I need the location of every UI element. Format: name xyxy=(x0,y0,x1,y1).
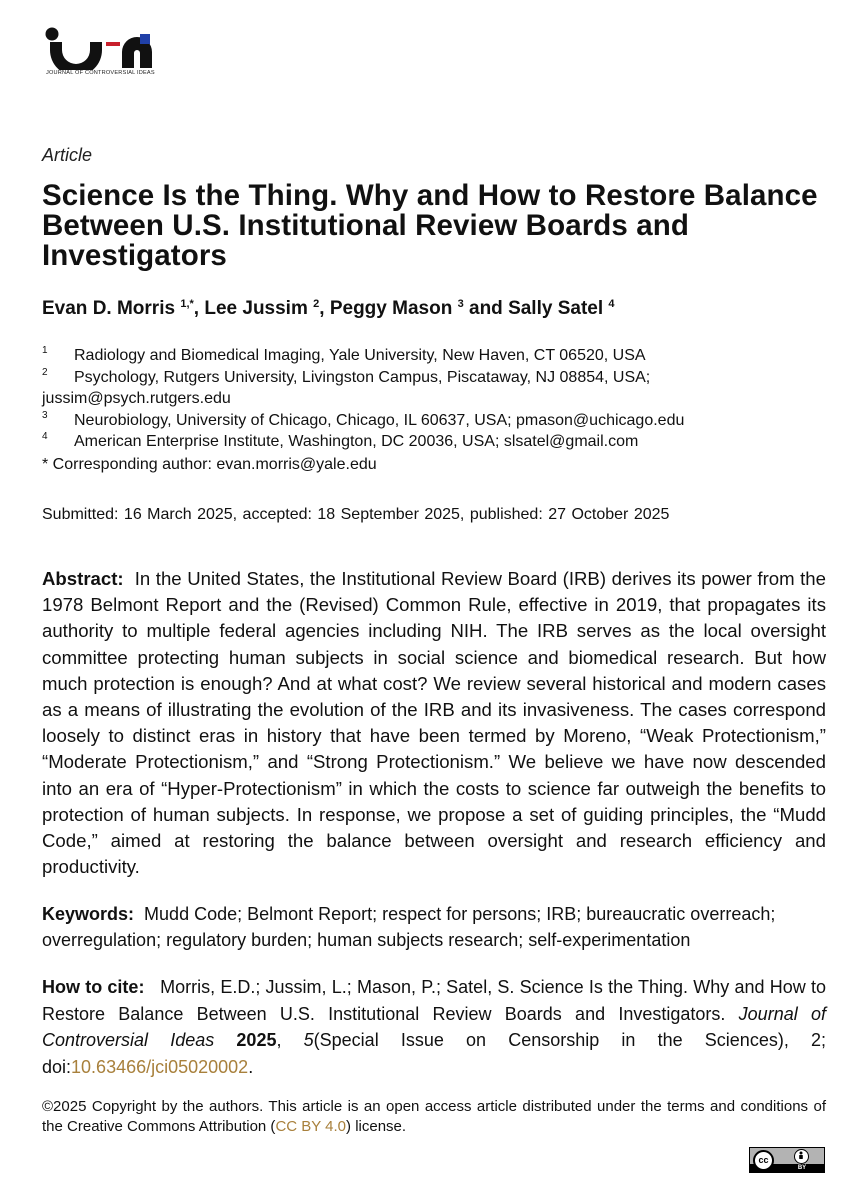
author-affiliation-mark: 1,* xyxy=(180,298,194,310)
affiliation-number: 3 xyxy=(42,409,48,421)
affiliation-item xyxy=(42,345,832,367)
copyright-notice: ©2025 Copyright by the authors. This article is an open access article distributed under the terms and conditions of the Creative Commons Attribution (CC BY 4.0) license. xyxy=(42,1098,826,1135)
affiliation-text: Psychology, Rutgers University, Livingston Campus, Piscataway, NJ 08854, USA; xyxy=(74,368,651,386)
attribution-person-icon xyxy=(794,1149,809,1164)
abstract-text: In the United States, the Institutional Review Board (IRB) derives its power from the 1978 Belmont Report and the (Revised) Common Rule, effective in 2019, that propagates its authority to multiple federal agencies including NIH. The IRB serves as the local oversight committee protecting human subjects in social science and biomedical research. But how much protection is enough? And at what cost? We review several historical and modern cases as a means of illustrating the evolution of the IRB and its invasiveness. The cases correspond loosely to distinct eras in history that have been termed by Moreno, “Weak Protectionism,” “Moderate Protectionism,” and “Strong Protectionism.” We believe we have now descended into an era of “Hyper-Protectionism” in which the costs to science far outweigh the benefits to protection of human subjects. In response, we propose a set of guiding principles, the “Mudd Code,” aimed at restoring the balance between oversight and research efficiency and productivity. xyxy=(42,568,826,878)
author-list: Evan D. Morris $^{1,*}$, Lee Jussim $^2$, Peggy Mason $^3$ and Sally Satel $^4$ xyxy=(42,298,615,319)
cite-journal: Journal of Controversial Ideas xyxy=(42,1003,826,1050)
corresponding-author: * Corresponding author: evan.morris@yale.edu xyxy=(42,456,377,473)
affiliation-number: 1 xyxy=(42,345,48,356)
affiliation-email[interactable]: jussim@psych.rutgers.edu xyxy=(42,390,231,407)
affiliation-text: American Enterprise Institute, Washington, DC 20036, USA; slsatel@gmail.com xyxy=(74,433,639,450)
cc-by-badge[interactable] xyxy=(749,1147,825,1173)
affiliation-number: 2 xyxy=(42,366,48,378)
affiliation-text: Radiology and Biomedical Imaging, Yale University, New Haven, CT 06520, USA xyxy=(74,347,646,364)
author-name: Peggy Mason xyxy=(329,298,453,319)
affiliation-list xyxy=(42,345,832,453)
author-name: Evan D. Morris xyxy=(42,298,176,319)
abstract-label: Abstract: xyxy=(42,568,124,589)
doi-link[interactable]: 10.63466/jci05020002 xyxy=(71,1056,249,1077)
author-name: Lee Jussim xyxy=(204,298,308,319)
jci-logo-icon xyxy=(44,26,154,70)
keywords-text: Mudd Code; Belmont Report; respect for persons; IRB; bureaucratic overreach; overregulation; regulatory burden; human subjects research; self-experimentation xyxy=(42,904,776,950)
cite-text: Morris, E.D.; Jussim, L.; Mason, P.; Satel, S. Science Is the Thing. Why and How to Restore Balance Between U.S. Institutional Review Boards and Investigators. xyxy=(42,977,826,1024)
cite-label: How to cite: xyxy=(42,977,145,997)
journal-logo[interactable] xyxy=(44,26,164,80)
affiliation-item xyxy=(42,367,832,410)
author-affiliation-mark: 4 xyxy=(608,298,615,310)
keywords-label: Keywords: xyxy=(42,904,135,924)
author-affiliation-mark: 2 xyxy=(313,298,320,310)
affiliation-item xyxy=(42,431,832,453)
publication-dates: Submitted: 16 March 2025, accepted: 18 September 2025, published: 27 October 2025 xyxy=(42,506,670,523)
license-link[interactable]: CC BY 4.0 xyxy=(275,1117,347,1135)
article-title: Science Is the Thing. Why and How to Restore Balance Between U.S. Institutional Review Boards and Investigators xyxy=(42,179,818,272)
author-affiliation-mark: 3 xyxy=(457,298,464,310)
abstract xyxy=(42,566,826,880)
journal-name: JOURNAL OF CONTROVERSIAL IDEAS xyxy=(46,70,155,76)
cite-year: 2025 xyxy=(236,1030,277,1050)
affiliation-number: 4 xyxy=(42,431,48,442)
doi-prefix: doi: xyxy=(42,1056,72,1077)
cc-icon: cc xyxy=(753,1150,774,1171)
keywords xyxy=(42,902,826,953)
affiliation-item xyxy=(42,410,832,432)
cite-volume: 5 xyxy=(303,1030,314,1050)
by-label: BY xyxy=(797,1165,807,1171)
cite-issue: (Special Issue on Censorship in the Sciences), 2; xyxy=(313,1030,826,1050)
affiliation-text: Neurobiology, University of Chicago, Chicago, IL 60637, USA; pmason@uchicago.edu xyxy=(74,411,685,429)
article-type: Article xyxy=(42,145,93,165)
author-name: Sally Satel xyxy=(508,298,604,319)
how-to-cite: How to cite: Morris, E.D.; Jussim, L.; Mason, P.; Satel, S. Science Is the Thing. Why and How to Restore Balance Between U.S. Institutional Review Boards and Investigators. Journal of Controversial Ideas 2025, 5(Special Issue on Censorship in the Sciences), 2; doi:10.63466/jci05020002. xyxy=(42,977,826,1077)
